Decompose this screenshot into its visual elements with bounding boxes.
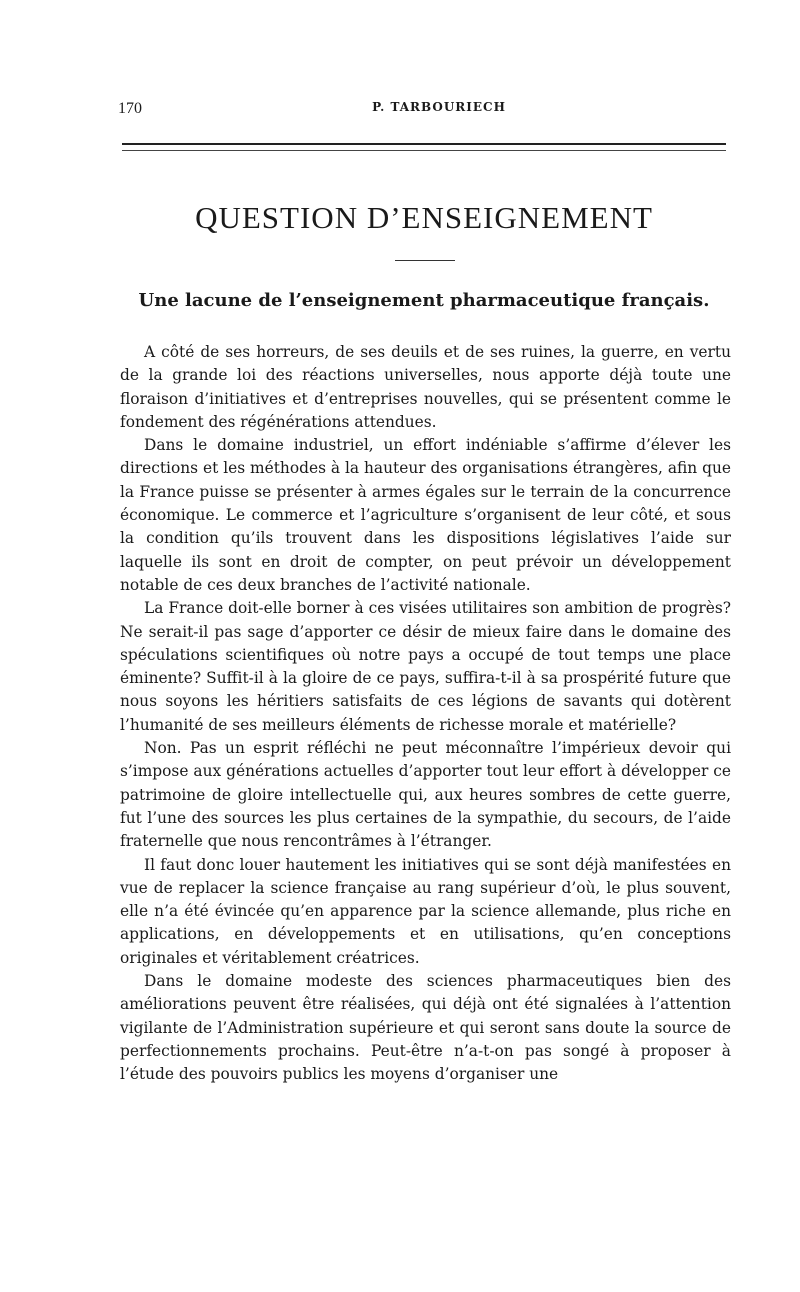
article-body [120, 341, 731, 1087]
title-divider [395, 260, 455, 261]
header-rule-thin [122, 150, 726, 151]
header-rule-thick [122, 143, 726, 145]
paragraph: Dans le domaine modeste des sciences pharmaceutiques bien des améliorations peuvent être réalisées, qui déjà ont été signalées à l’attention vigilante de l’Administration supérieure et qui seront sans doute la source de perfectionnements prochains. Peut-être n’a-t-on pas songé à proposer à l’étude des pouvoirs publics les moyens d’organiser une [120, 972, 731, 1084]
paragraph: La France doit-elle borner à ces visées utilitaires son ambition de progrès? Ne serait-il pas sage d’apporter ce désir de mieux faire dans le domaine des spéculations scientifiques où notre pays a occupé de tout temps une place éminente? Suffit-il à la gloire de ce pays, suffira-t-il à sa prospérité future que nous soyons les héritiers satisfaits de ces légions de savants qui dotèrent l’humanité de ses meilleurs éléments de richesse morale et matérielle? [120, 599, 731, 734]
article-title: QUESTION D’ENSEIGNEMENT [195, 200, 653, 235]
paragraph: Il faut donc louer hautement les initiatives qui se sont déjà manifestées en vue de replacer la science française au rang supérieur d’où, le plus souvent, elle n’a été évincée qu’en apparence par la science allemande, plus riche en applications, en développements et en utilisations, qu’en conceptions originales et véritablement créatrices. [120, 855, 731, 967]
running-head: P. TARBOURIECH [372, 100, 506, 114]
article-subtitle: Une lacune de l’enseignement pharmaceutique français. [138, 290, 710, 311]
paragraph: A côté de ses horreurs, de ses deuils et de ses ruines, la guerre, en vertu de la grande loi des réactions universelles, nous apporte déjà toute une floraison d’initiatives et d’entreprises nouvelles, qui se présentent comme le fondement des régénérations attendues. [120, 343, 731, 431]
paragraph: Non. Pas un esprit réfléchi ne peut méconnaître l’impérieux devoir qui s’impose aux générations actuelles d’apporter tout leur effort à développer ce patrimoine de gloire intellectuelle qui, aux heures sombres de cette guerre, fut l’une des sources les plus certaines de la sympathie, du secours, de l’aide fraternelle que nous rencontrâmes à l’étranger. [120, 739, 731, 851]
page-number: 170 [118, 100, 142, 117]
page-header [118, 100, 730, 124]
paragraph: Dans le domaine industriel, un effort indéniable s’affirme d’élever les directions et les méthodes à la hauteur des organisations étrangères, afin que la France puisse se présenter à armes égales sur le terrain de la concurrence économique. Le commerce et l’agriculture s’organisent de leur côté, et sous la condition qu’ils trouvent dans les dispositions législatives l’aide sur laquelle ils sont en droit de compter, on peut prévoir un développement notable de ces deux branches de l’activité nationale. [120, 436, 731, 594]
